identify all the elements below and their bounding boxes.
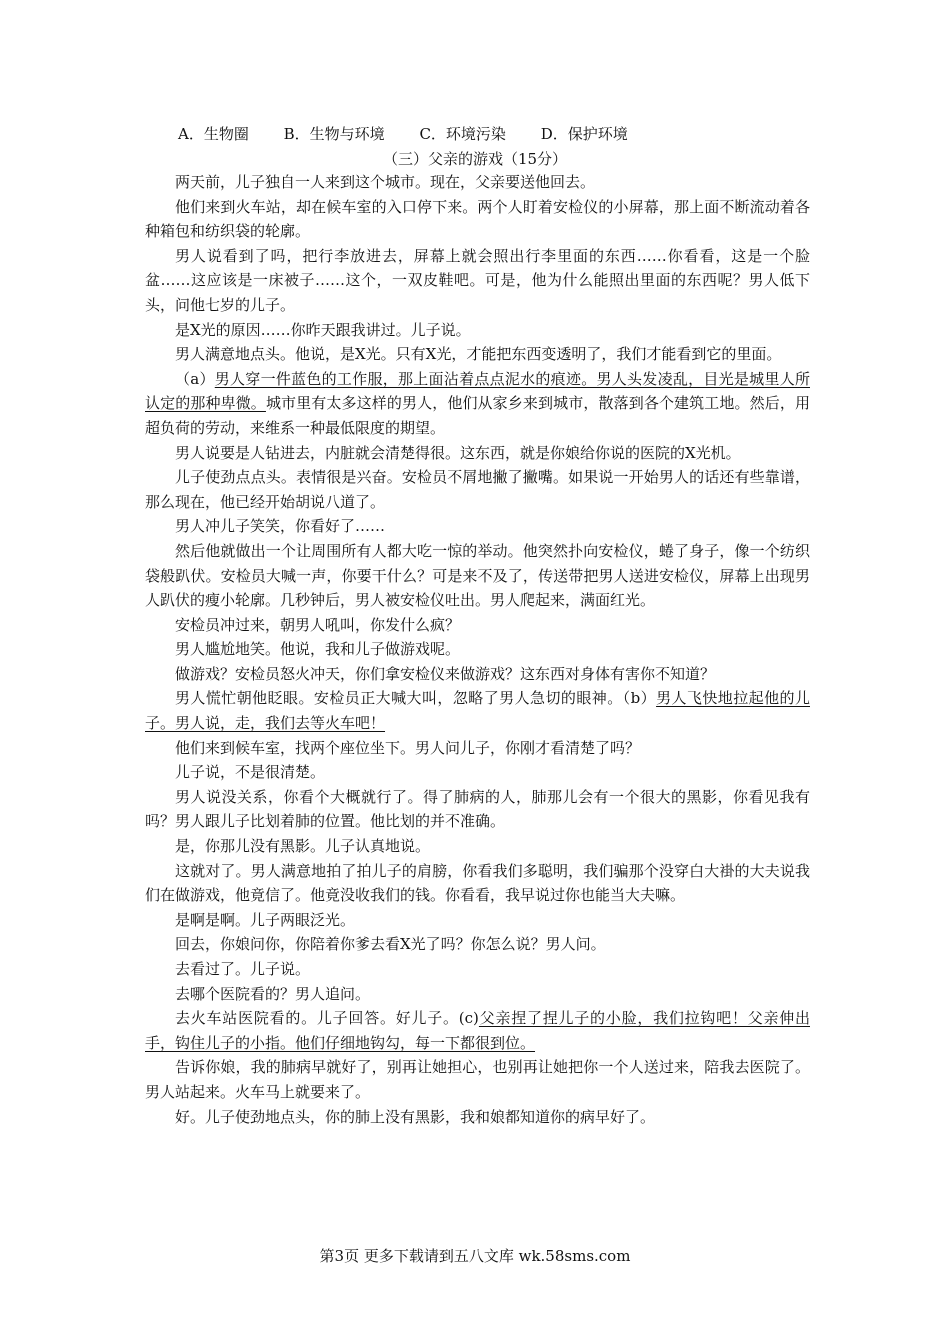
paragraph-a-rest: 城市里有太多这样的男人，他们从家乡来到城市，散落到各个建筑工地。然后，用超负荷的劳动，来维系一种最低限度的期望。 — [145, 394, 810, 437]
paragraph: 他们来到候车室，找两个座位坐下。男人问儿子，你刚才看清楚了吗？ — [175, 738, 641, 757]
marker-a: （a） — [175, 369, 215, 388]
paragraph: 去看过了。儿子说。 — [175, 960, 311, 978]
underlined-sentence-a: 男人穿一件蓝色的工作服，那上面沾着点点泥水的痕迹。男人头发凌乱，目光是城里人所认定的那种卑微。 — [145, 369, 810, 413]
paragraph: 是X光的原因……你昨天跟我讲过。儿子说。 — [175, 320, 471, 339]
option-c: C．环境污染 — [419, 125, 506, 143]
paragraph: 男人冲儿子笑笑，你看好了…… — [175, 517, 386, 536]
paragraph-c-text: 去火车站医院看的。儿子回答。好儿子。(c) — [175, 1009, 479, 1028]
paragraph: 男人说看到了吗，把行李放进去，屏幕上就会照出行李里面的东西……你看看，这是一个脸盆……这应该是一床被子……这个，一双皮鞋吧。可是，他为什么能照出里面的东西呢？男人低下头，问他七岁的儿子。 — [145, 246, 810, 314]
paragraph: 这就对了。男人满意地拍了拍儿子的肩膀，你看我们多聪明，我们骗那个没穿白大褂的大夫说我们在做游戏，他竟信了。他竟没收我们的钱。你看看，我早说过你也能当大夫嘛。 — [145, 861, 810, 905]
section-title: （三）父亲的游戏（15分） — [382, 150, 568, 168]
paragraph: 是，你那儿没有黑影。儿子认真地说。 — [175, 837, 431, 856]
paragraph: 两天前，儿子独自一人来到这个城市。现在，父亲要送他回去。 — [175, 173, 596, 191]
paragraph: 男人满意地点头。他说，是X光。只有X光，才能把东西变透明了，我们才能看到它的里面。 — [175, 345, 782, 364]
paragraph: 告诉你娘，我的肺病早就好了，别再让她担心，也别再让她把你一个人送过来，陪我去医院了。男人站起来。火车马上就要来了。 — [145, 1058, 810, 1101]
underlined-sentence-c: 父亲捏了捏儿子的小脸，我们拉钩吧！父亲伸出手，钩住儿子的小指。他们仔细地钩勾，每一下都很到位。 — [145, 1009, 810, 1052]
paragraph: 安检员冲过来，朝男人吼叫，你发什么疯？ — [175, 615, 461, 634]
paragraph: 儿子说，不是很清楚。 — [175, 763, 326, 782]
paragraph: 好。儿子使劲地点头，你的肺上没有黑影，我和娘都知道你的病早好了。 — [175, 1107, 656, 1126]
paragraph: 儿子使劲点点头。表情很是兴奋。安检员不屑地撇了撇嘴。如果说一开始男人的话还有些靠谱，那么现在，他已经开始胡说八道了。 — [145, 468, 810, 511]
story-body — [145, 170, 810, 1129]
paragraph: 男人尴尬地笑。他说，我和儿子做游戏呢。 — [175, 640, 461, 659]
paragraph-b-text: 男人慌忙朝他眨眼。安检员正大喊大叫，忽略了男人急切的眼神。（b） — [175, 689, 657, 708]
option-b: B．生物与环境 — [283, 125, 385, 143]
option-d: D．保护环境 — [540, 125, 628, 143]
paragraph: 然后他就做出一个让周围所有人都大吃一惊的举动。他突然扑向安检仪，蜷了身子，像一个纺织袋般趴伏。安检员大喊一声，你要干什么？可是来不及了，传送带把男人送进安检仪，屏幕上出现男人趴伏的瘦小轮廓。几秒钟后，男人被安检仪吐出。男人爬起来，满面红光。 — [145, 541, 810, 610]
paragraph: 他们来到火车站，却在候车室的入口停下来。两个人盯着安检仪的小屏幕，那上面不断流动着各种箱包和纺织袋的轮廓。 — [145, 197, 810, 241]
paragraph-a — [145, 367, 810, 441]
option-a: A．生物圈 — [178, 125, 249, 143]
paragraph: 男人说要是人钻进去，内脏就会清楚得很。这东西，就是你娘给你说的医院的X光机。 — [175, 443, 741, 462]
page-footer: 第3页 更多下载请到五八文库 wk.58sms.com — [319, 1247, 631, 1265]
paragraph: 是啊是啊。儿子两眼泛光。 — [175, 910, 356, 929]
underlined-sentence-b: 男人飞快地拉起他的儿子。男人说，走，我们去等火车吧！ — [145, 689, 810, 733]
paragraph: 男人说没关系，你看个大概就行了。得了肺病的人，肺那儿会有一个很大的黑影，你看见我有吗？男人跟儿子比划着肺的位置。他比划的并不准确。 — [145, 787, 810, 831]
paragraph: 去哪个医院看的？男人追问。 — [175, 984, 371, 1003]
paragraph: 做游戏？安检员怒火冲天，你们拿安检仪来做游戏？这东西对身体有害你不知道？ — [175, 664, 716, 683]
answer-options — [178, 123, 658, 144]
paragraph: 回去，你娘问你，你陪着你爹去看X光了吗？你怎么说？男人问。 — [175, 935, 606, 954]
paragraph-b — [145, 686, 810, 735]
paragraph-c — [145, 1006, 810, 1055]
